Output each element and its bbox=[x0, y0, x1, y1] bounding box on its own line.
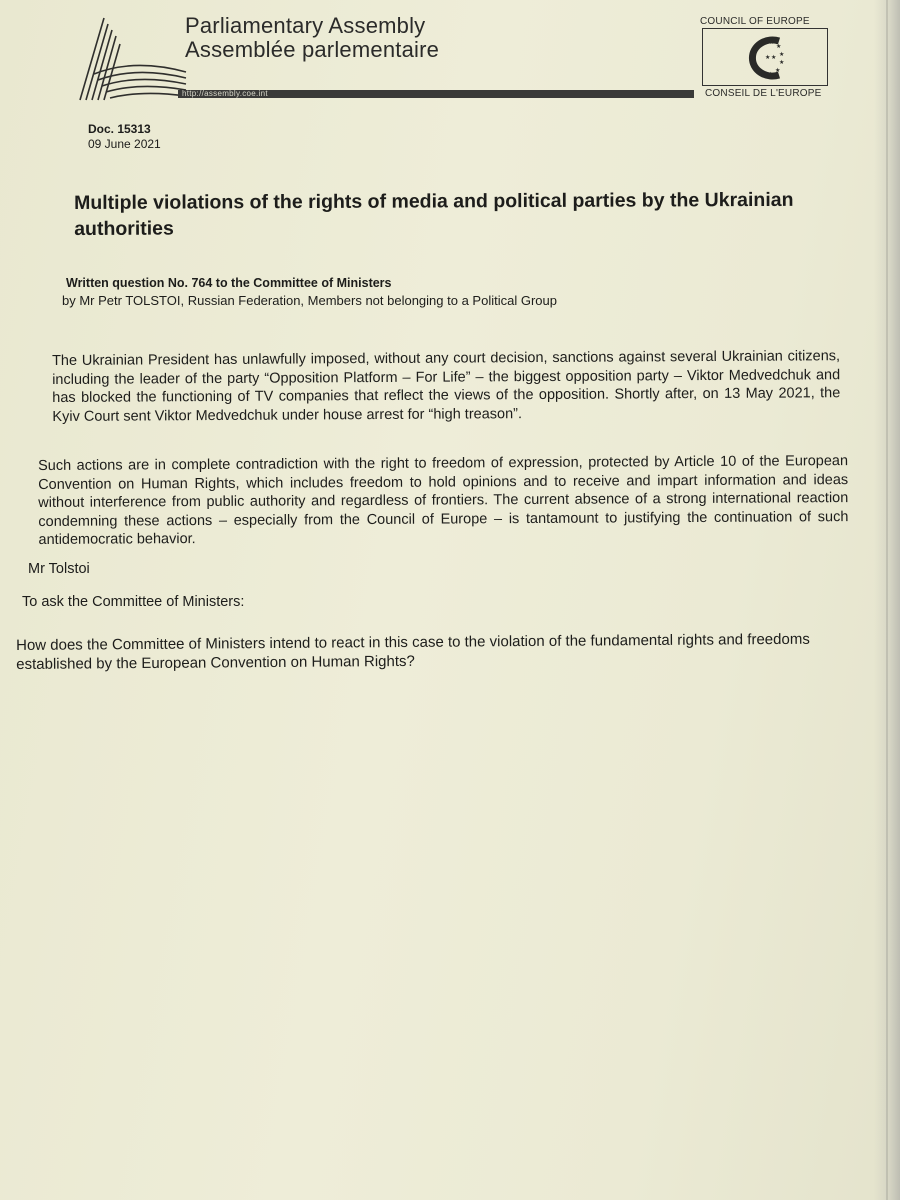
doc-number: Doc. 15313 bbox=[88, 122, 151, 136]
body-paragraph-1: The Ukrainian President has unlawfully imposed, without any court decision, sanctions against several Ukrainian citizens, including the leader of the party “Opposition Platform – For Life” – the biggest opposition party – Viktor Medvedchuk and has blocked the functioning of TV companies that reflect the views of the opposition. Shortly after, on 13 May 2021, the Kyiv Court sent Viktor Medvedchuk under house arrest for “high treason”. bbox=[52, 348, 841, 425]
pace-hemicycle-icon bbox=[74, 14, 194, 104]
coe-logo-box bbox=[702, 28, 828, 86]
assembly-name-fr: Assemblée parlementaire bbox=[185, 37, 440, 62]
svg-text:★: ★ bbox=[760, 70, 766, 77]
question-text: How does the Committee of Ministers intend to react in this case to the violation of the fundamental rights and freedoms established by the European Convention on Human Rights? bbox=[16, 630, 810, 673]
question-author: by Mr Petr TOLSTOI, Russian Federation, Members not belonging to a Political Group bbox=[62, 293, 557, 308]
svg-text:★: ★ bbox=[775, 67, 781, 74]
coe-stars-circle-icon bbox=[703, 29, 827, 85]
doc-date: 09 June 2021 bbox=[88, 137, 161, 151]
svg-text:★: ★ bbox=[768, 71, 774, 78]
body-paragraph-2: Such actions are in complete contradiction with the right to freedom of expression, protected by Article 10 of the European Convention on Human Rights, which includes freedom to hold opinions and to receive and impart information and ideas without interference from public authority and regardless of frontiers. The current absence of a strong international reaction condemning these actions – especially from the Council of Europe – is tantamount to justifying the continuation of such antidemocratic behavior. bbox=[38, 453, 849, 548]
svg-text:★: ★ bbox=[765, 54, 771, 61]
signature: Mr Tolstoi bbox=[28, 561, 90, 577]
page-edge-line bbox=[886, 0, 888, 1200]
document-title: Multiple violations of the rights of media and political parties by the Ukrainian authorities bbox=[74, 188, 794, 240]
assembly-name bbox=[185, 14, 439, 62]
svg-text:★: ★ bbox=[776, 43, 782, 50]
coe-name-en: COUNCIL OF EUROPE bbox=[700, 16, 810, 27]
svg-text:★: ★ bbox=[769, 39, 775, 46]
svg-text:★: ★ bbox=[779, 59, 785, 66]
assembly-name-en: Parliamentary Assembly bbox=[185, 13, 426, 38]
coe-name-fr: CONSEIL DE L'EUROPE bbox=[705, 88, 822, 99]
svg-text:★: ★ bbox=[779, 51, 785, 58]
assembly-url: http://assembly.coe.int bbox=[182, 89, 268, 98]
svg-text:★: ★ bbox=[761, 40, 767, 47]
svg-text:★: ★ bbox=[771, 54, 777, 61]
question-heading: Written question No. 764 to the Committee of Ministers bbox=[66, 276, 392, 290]
ask-label: To ask the Committee of Ministers: bbox=[22, 594, 245, 610]
